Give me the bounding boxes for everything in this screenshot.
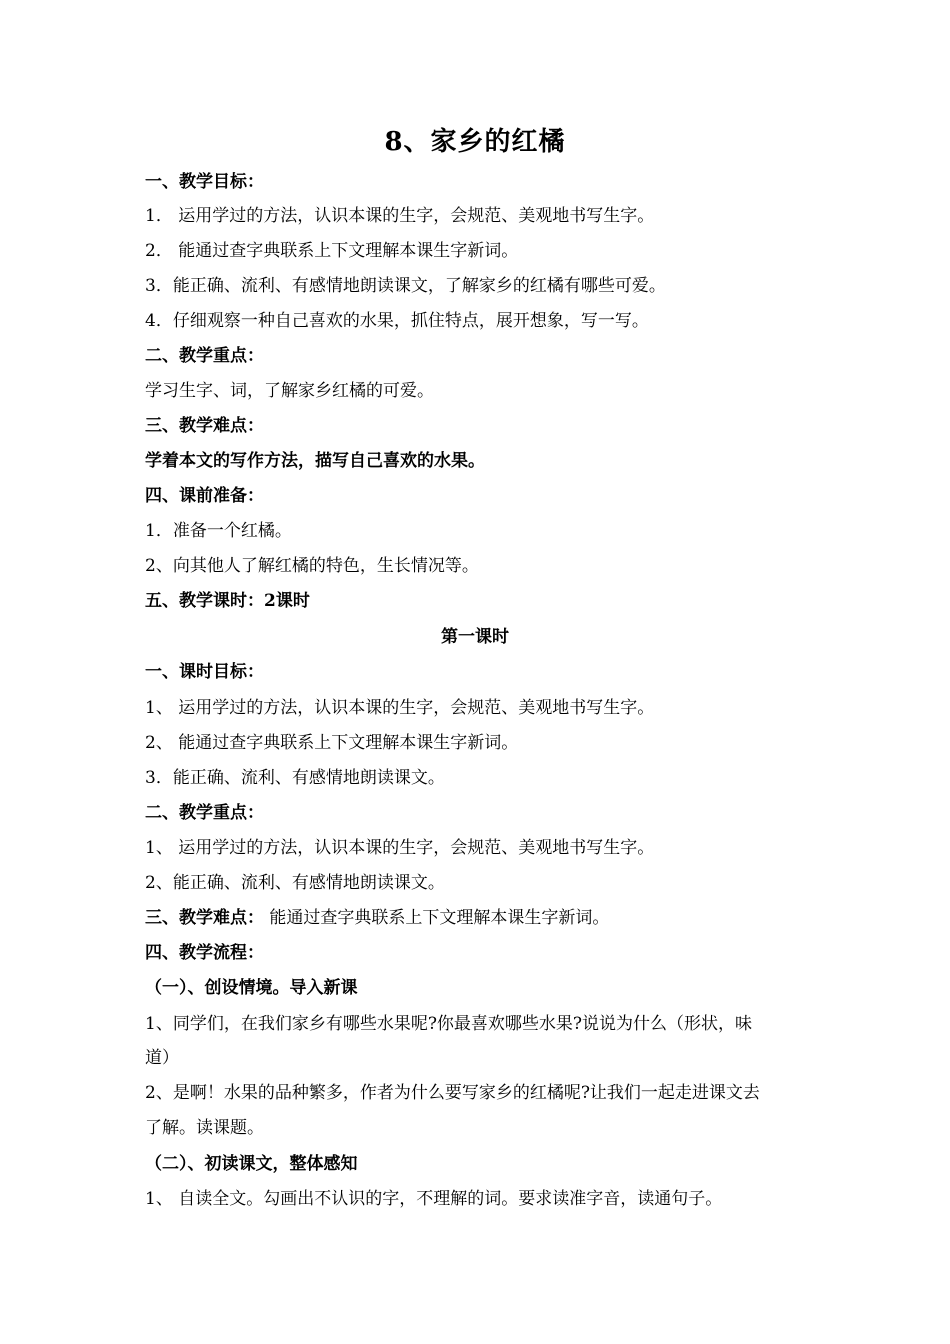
goal-item-3: 3．能正确、流利、有感情地朗读课文，了解家乡的红橘有哪些可爱。 xyxy=(145,276,666,296)
process-step-2-heading: （二）、初读课文，整体感知 xyxy=(145,1154,358,1174)
process-step-1-text-line-2: 道） xyxy=(145,1048,179,1068)
lesson-heading-first: 第一课时 xyxy=(441,627,509,647)
process-step-1-heading: （一）、创设情境。导入新课 xyxy=(145,978,358,998)
process-step-1-text-line-3: 2、是啊！水果的品种繁多，作者为什么要写家乡的红橘呢?让我们一起走进课文去 xyxy=(145,1083,760,1103)
lesson-difficulties-text: 能通过查字典联系上下文理解本课生字新词。 xyxy=(264,908,610,928)
section-heading-class-hours: 五、教学课时：2课时 xyxy=(145,591,310,611)
lesson-goal-item-2: 2、 能通过查字典联系上下文理解本课生字新词。 xyxy=(145,733,519,753)
preparation-item-1: 1．准备一个红橘。 xyxy=(145,521,292,541)
lesson-goal-item-3: 3．能正确、流利、有感情地朗读课文。 xyxy=(145,768,445,788)
process-step-1-text-line-1: 1、同学们，在我们家乡有哪些水果呢?你最喜欢哪些水果?说说为什么（形状，味 xyxy=(145,1014,753,1034)
lesson-key-point-2: 2、能正确、流利、有感情地朗读课文。 xyxy=(145,873,445,893)
key-points-text: 学习生字、词，了解家乡红橘的可爱。 xyxy=(145,381,434,401)
section-heading-lesson-goals: 一、课时目标： xyxy=(145,662,264,682)
difficulties-text: 学着本文的写作方法，描写自己喜欢的水果。 xyxy=(145,451,485,471)
section-heading-difficulties: 三、教学难点： xyxy=(145,416,264,436)
preparation-item-2: 2、向其他人了解红橘的特色，生长情况等。 xyxy=(145,556,479,576)
section-heading-preparation: 四、课前准备： xyxy=(145,486,264,506)
process-step-2-text-line-1: 1、 自读全文。勾画出不认识的字，不理解的词。要求读准字音，读通句子。 xyxy=(145,1189,723,1209)
section-heading-key-points: 二、教学重点： xyxy=(145,346,264,366)
section-heading-teaching-goals: 一、教学目标： xyxy=(145,172,264,192)
document-title: 8、家乡的红橘 xyxy=(384,127,566,157)
section-heading-lesson-difficulties: 三、教学难点： xyxy=(145,908,264,928)
goal-item-4: 4．仔细观察一种自己喜欢的水果，抓住特点，展开想象，写一写。 xyxy=(145,311,649,331)
lesson-goal-item-1: 1、 运用学过的方法，认识本课的生字，会规范、美观地书写生字。 xyxy=(145,698,655,718)
goal-item-1: 1． 运用学过的方法，认识本课的生字，会规范、美观地书写生字。 xyxy=(145,206,655,226)
goal-item-2: 2． 能通过查字典联系上下文理解本课生字新词。 xyxy=(145,241,519,261)
section-heading-teaching-process: 四、教学流程： xyxy=(145,943,264,963)
process-step-1-text-line-4: 了解。读课题。 xyxy=(145,1118,264,1138)
lesson-key-point-1: 1、 运用学过的方法，认识本课的生字，会规范、美观地书写生字。 xyxy=(145,838,655,858)
lesson-difficulties-line xyxy=(145,906,835,930)
section-heading-lesson-key-points: 二、教学重点： xyxy=(145,803,264,823)
